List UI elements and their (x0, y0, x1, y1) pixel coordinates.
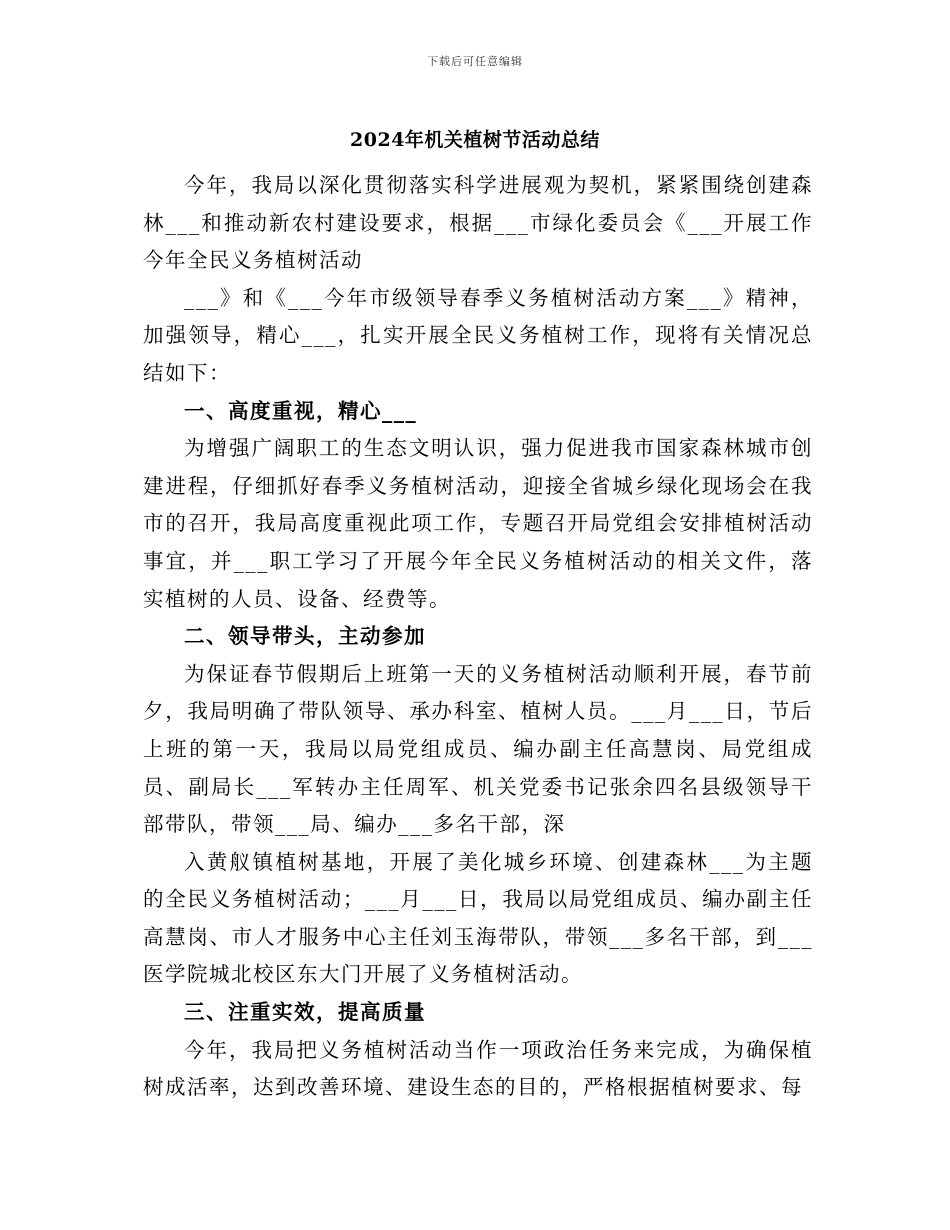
paragraph-intro-2: ___》和《___今年市级领导春季义务植树活动方案___》精神，加强领导，精心___，扎实开展全民义务植树工作，现将有关情况总结如下： (143, 285, 813, 385)
document-title: 2024年机关植树节活动总结 (350, 129, 600, 151)
paragraph-intro-1: 今年，我局以深化贯彻落实科学进展观为契机，紧紧围绕创建森林___和推动新农村建设要求，根据___市绿化委员会《___开展工作今年全民义务植树活动 (143, 173, 813, 273)
document-body (143, 167, 813, 1107)
section-heading-1: 一、高度重视，精心___ (184, 398, 418, 423)
header-note: 下载后可任意编辑 (427, 55, 523, 68)
paragraph-section-3: 今年，我局把义务植树活动当作一项政治任务来完成，为确保植树成活率，达到改善环境、建设生态的目的，严格根据植树要求、每 (143, 1037, 813, 1100)
section-heading-2: 二、领导带头，主动参加 (184, 624, 426, 649)
paragraph-section-2a: 为保证春节假期后上班第一天的义务植树活动顺利开展，春节前夕，我局明确了带队领导、承办科室、植树人员。___月___日，节后上班的第一天，我局以局党组成员、编办副主任高慧岗、局党组成员、副局长___军转办主任周军、机关党委书记张余四名县级领导干部带队，带领___局、编办___多名干部，深 (143, 661, 813, 837)
paragraph-section-2b: 入黄舣镇植树基地，开展了美化城乡环境、创建森林___为主题的全民义务植树活动；___月___日，我局以局党组成员、编办副主任高慧岗、市人才服务中心主任刘玉海带队，带领___多名干部，到___医学院城北校区东大门开展了义务植树活动。 (143, 849, 813, 987)
paragraph-section-1: 为增强广阔职工的生态文明认识，强力促进我市国家森林城市创建进程，仔细抓好春季义务植树活动，迎接全省城乡绿化现场会在我市的召开，我局高度重视此项工作，专题召开局党组会安排植树活动事宜，并___职工学习了开展今年全民义务植树活动的相关文件，落实植树的人员、设备、经费等。 (143, 436, 813, 611)
section-heading-3: 三、注重实效，提高质量 (184, 1000, 426, 1025)
